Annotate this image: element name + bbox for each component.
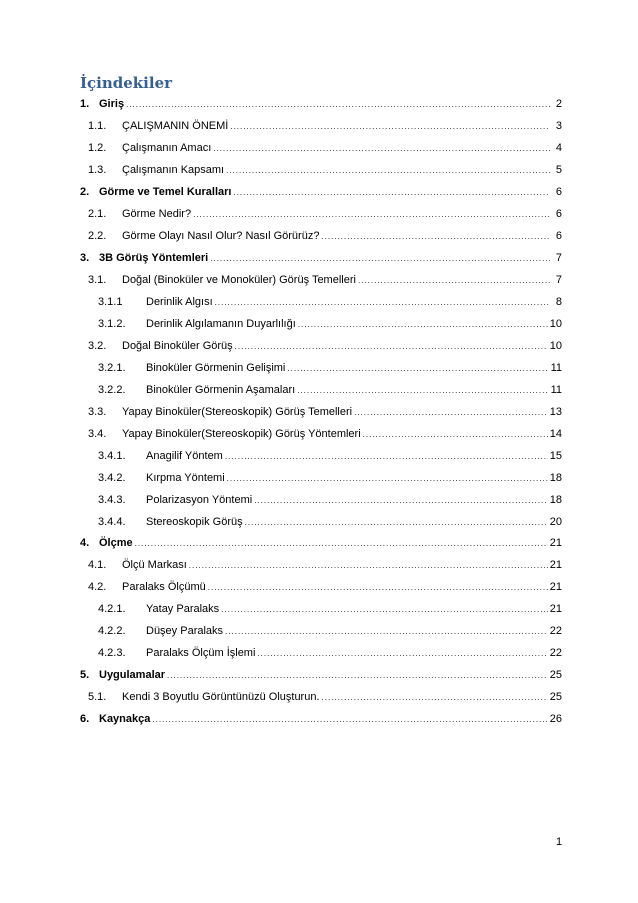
toc-leader-dots: [227, 472, 548, 486]
toc-entry-number: 4.2.1.: [98, 603, 126, 615]
toc-entry-page: 21: [549, 559, 562, 571]
toc-entry-number: 5.1.: [88, 691, 107, 703]
toc-entry-page: 7: [555, 252, 562, 264]
toc-entry-title: Doğal (Binoküler ve Monoküler) Görüş Temelleri: [122, 274, 356, 286]
toc-entry-number: 3.4.3.: [98, 494, 126, 506]
toc-entry-2[interactable]: [80, 185, 562, 199]
toc-entry-6[interactable]: [80, 712, 562, 726]
toc-entry-5[interactable]: [80, 668, 562, 682]
toc-leader-dots: [189, 559, 548, 573]
toc-entry-page: 21: [549, 581, 562, 593]
toc-entry-page: 22: [549, 647, 562, 659]
toc-heading: İçindekiler: [80, 74, 173, 92]
toc-entry-page: 3: [555, 120, 562, 132]
toc-entry-3-1-2[interactable]: [98, 317, 562, 331]
toc-entry-title: Görme Nedir?: [122, 208, 192, 220]
toc-leader-dots: [254, 494, 548, 508]
toc-entry-3-1[interactable]: [88, 273, 562, 287]
toc-entry-page: 6: [555, 230, 562, 242]
toc-entry-number: 5.: [80, 669, 90, 681]
toc-entry-title: Stereoskopik Görüş: [146, 516, 243, 528]
toc-entry-4[interactable]: [80, 536, 562, 550]
toc-entry-page: 25: [549, 691, 562, 703]
toc-leader-dots: [152, 713, 547, 727]
toc-leader-dots: [208, 581, 548, 595]
toc-entry-title: Binoküler Görmenin Gelişimi: [146, 362, 286, 374]
toc-entry-page: 5: [555, 164, 562, 176]
toc-entry-1-1[interactable]: [88, 119, 562, 133]
toc-entry-title: Çalışmanın Amacı: [122, 142, 212, 154]
toc-entry-number: 2.: [80, 186, 90, 198]
toc-leader-dots: [297, 384, 548, 398]
toc-entry-3-3[interactable]: [88, 405, 562, 419]
toc-entry-title: Derinlik Algısı: [146, 296, 213, 308]
toc-entry-number: 4.2.2.: [98, 625, 126, 637]
toc-entry-number: 3.: [80, 252, 90, 264]
toc-entry-3-4-3[interactable]: [98, 493, 562, 507]
toc-entry-number: 1.: [80, 98, 90, 110]
toc-entry-number: 3.1.2.: [98, 318, 126, 330]
toc-leader-dots: [235, 340, 548, 354]
toc-entry-3-4-4[interactable]: [98, 515, 562, 529]
toc-leader-dots: [210, 252, 550, 266]
toc-entry-number: 2.2.: [88, 230, 107, 242]
toc-entry-title: Kırpma Yöntemi: [146, 472, 225, 484]
toc-entry-page: 10: [549, 318, 562, 330]
toc-leader-dots: [321, 230, 550, 244]
toc-entry-4-2-3[interactable]: [98, 646, 562, 660]
toc-entry-page: 18: [549, 494, 562, 506]
toc-entry-3-4-2[interactable]: [98, 471, 562, 485]
toc-leader-dots: [126, 98, 550, 112]
toc-entry-title: Ölçme: [99, 537, 133, 549]
toc-entry-number: 1.1.: [88, 120, 107, 132]
toc-leader-dots: [287, 362, 548, 376]
toc-leader-dots: [354, 406, 548, 420]
toc-entry-number: 3.4.: [88, 428, 107, 440]
toc-entry-page: 21: [549, 537, 562, 549]
toc-entry-number: 1.2.: [88, 142, 107, 154]
toc-entry-page: 11: [550, 384, 562, 396]
toc-entry-title: Görme Olayı Nasıl Olur? Nasıl Görürüz?: [122, 230, 320, 242]
toc-entry-4-1[interactable]: [88, 558, 562, 572]
toc-entry-number: 4.1.: [88, 559, 107, 571]
toc-entry-title: Kendi 3 Boyutlu Görüntünüzü Oluşturun.: [122, 691, 320, 703]
toc-entry-3-4[interactable]: [88, 427, 562, 441]
toc-entry-5-1[interactable]: [88, 690, 562, 704]
toc-entry-title: Doğal Binoküler Görüş: [122, 340, 233, 352]
toc-leader-dots: [225, 625, 548, 639]
toc-entry-page: 7: [555, 274, 562, 286]
toc-entry-number: 3.2.2.: [98, 384, 126, 396]
toc-leader-dots: [233, 186, 550, 200]
toc-entry-title: Giriş: [99, 98, 125, 110]
toc-leader-dots: [167, 669, 548, 683]
toc-entry-3-2-1[interactable]: [98, 361, 562, 375]
toc-leader-dots: [226, 164, 550, 178]
toc-entry-title: Paralaks Ölçümü: [122, 581, 206, 593]
toc-entry-number: 3.1.: [88, 274, 107, 286]
toc-entry-page: 20: [549, 516, 562, 528]
toc-entry-title: Çalışmanın Kapsamı: [122, 164, 225, 176]
toc-leader-dots: [298, 318, 548, 332]
toc-entry-page: 11: [550, 362, 562, 374]
toc-entry-3-1-1[interactable]: [98, 295, 562, 309]
toc-entry-page: 6: [555, 186, 562, 198]
toc-leader-dots: [225, 450, 548, 464]
toc-entry-page: 13: [549, 406, 562, 418]
toc-entry-page: 2: [555, 98, 562, 110]
toc-entry-1[interactable]: [80, 97, 562, 111]
toc-entry-number: 3.2.1.: [98, 362, 126, 374]
toc-leader-dots: [213, 142, 550, 156]
toc-entry-2-2[interactable]: [88, 229, 562, 243]
toc-entry-title: Görme ve Temel Kuralları: [99, 186, 232, 198]
toc-entry-title: Anagilif Yöntem: [146, 450, 223, 462]
toc-entry-number: 3.4.4.: [98, 516, 126, 528]
toc-entry-number: 3.4.2.: [98, 472, 126, 484]
toc-entry-title: Yapay Binoküler(Stereoskopik) Görüş Yöntemleri: [122, 428, 361, 440]
toc-entry-number: 4.2.3.: [98, 647, 126, 659]
toc-entry-number: 3.4.1.: [98, 450, 126, 462]
toc-leader-dots: [257, 647, 547, 661]
toc-entry-number: 3.2.: [88, 340, 107, 352]
toc-leader-dots: [363, 428, 548, 442]
toc-entry-title: Paralaks Ölçüm İşlemi: [146, 647, 256, 659]
toc-entry-4-2-2[interactable]: [98, 624, 562, 638]
toc-entry-title: Yapay Binoküler(Stereoskopik) Görüş Temelleri: [122, 406, 353, 418]
toc-entry-title: Derinlik Algılamanın Duyarlılığı: [146, 318, 296, 330]
toc-entry-page: 10: [549, 340, 562, 352]
toc-entry-3-4-1[interactable]: [98, 449, 562, 463]
toc-entry-title: Ölçü Markası: [122, 559, 187, 571]
toc-entry-page: 6: [555, 208, 562, 220]
toc-leader-dots: [230, 120, 550, 134]
toc-entry-2-1[interactable]: [88, 207, 562, 221]
toc-entry-4-2[interactable]: [88, 580, 562, 594]
toc-entry-page: 25: [549, 669, 562, 681]
toc-entry-3-2-2[interactable]: [98, 383, 562, 397]
toc-entry-number: 1.3.: [88, 164, 107, 176]
toc-entry-page: 26: [549, 713, 562, 725]
toc-entry-page: 21: [549, 603, 562, 615]
toc-entry-1-2[interactable]: [88, 141, 562, 155]
toc-leader-dots: [135, 537, 548, 551]
toc-leader-dots: [245, 516, 548, 530]
toc-entry-page: 18: [549, 472, 562, 484]
toc-entry-title: 3B Görüş Yöntemleri: [99, 252, 209, 264]
toc-entry-page: 14: [549, 428, 562, 440]
toc-entry-page: 15: [549, 450, 562, 462]
toc-entry-page: 22: [549, 625, 562, 637]
toc-entry-title: Yatay Paralaks: [146, 603, 220, 615]
toc-entry-title: Kaynakça: [99, 713, 151, 725]
toc-leader-dots: [358, 274, 550, 288]
toc-leader-dots: [322, 691, 548, 705]
toc-leader-dots: [193, 208, 550, 222]
toc-leader-dots: [215, 296, 550, 310]
toc-entry-number: 4.: [80, 537, 90, 549]
toc-entry-title: ÇALIŞMANIN ÖNEMİ: [122, 120, 229, 132]
toc-entry-title: Binoküler Görmenin Aşamaları: [146, 384, 296, 396]
toc-leader-dots: [221, 603, 548, 617]
toc-entry-number: 3.3.: [88, 406, 107, 418]
toc-entry-number: 3.1.1: [98, 296, 123, 308]
toc-entry-3[interactable]: [80, 251, 562, 265]
toc-entry-number: 4.2.: [88, 581, 107, 593]
toc-entry-1-3[interactable]: [88, 163, 562, 177]
toc-entry-page: 4: [555, 142, 562, 154]
page-number: 1: [556, 836, 563, 848]
toc-entry-3-2[interactable]: [88, 339, 562, 353]
toc-entry-title: Polarizasyon Yöntemi: [146, 494, 253, 506]
toc-entry-number: 2.1.: [88, 208, 107, 220]
toc-entry-page: 8: [555, 296, 562, 308]
toc-entry-title: Düşey Paralaks: [146, 625, 224, 637]
toc-entry-4-2-1[interactable]: [98, 602, 562, 616]
toc-entry-number: 6.: [80, 713, 90, 725]
toc-entry-title: Uygulamalar: [99, 669, 166, 681]
